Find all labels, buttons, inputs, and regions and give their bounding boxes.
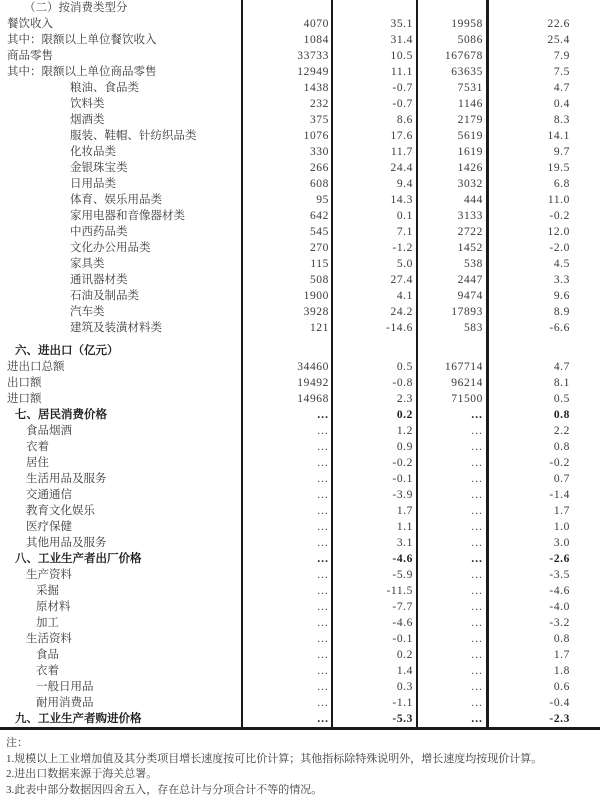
row-label: 采掘: [36, 585, 59, 597]
table-row: [0, 288, 600, 304]
row-label: 生产资料: [26, 569, 72, 581]
table-row: [0, 64, 600, 80]
value-cell: -7.7: [392, 601, 413, 613]
value-cell: 31.4: [390, 34, 413, 46]
row-label: 家用电器和音像器材类: [70, 210, 185, 222]
value-cell: 0.7: [553, 473, 570, 485]
value-cell: 8.3: [553, 114, 570, 126]
value-cell: 6.8: [553, 178, 570, 190]
row-label: 烟酒类: [70, 114, 105, 126]
value-cell: …: [316, 617, 329, 629]
value-cell: 4.7: [553, 82, 570, 94]
value-cell: 3928: [303, 306, 329, 318]
table-row: [0, 551, 600, 567]
row-label: 六、进出口（亿元）: [15, 345, 119, 357]
value-cell: 2.2: [553, 425, 570, 437]
value-cell: 0.2: [396, 409, 413, 421]
value-cell: 0.6: [553, 681, 570, 693]
row-label: 衣着: [26, 441, 49, 453]
value-cell: …: [316, 697, 329, 709]
value-cell: …: [470, 457, 483, 469]
value-cell: …: [316, 473, 329, 485]
value-cell: 33733: [297, 50, 329, 62]
table-row: [0, 128, 600, 144]
row-label: 日用品类: [70, 178, 116, 190]
value-cell: -0.2: [392, 457, 413, 469]
value-cell: 115: [310, 258, 329, 270]
table-row: [0, 343, 600, 359]
column-divider-4: [486, 0, 489, 727]
value-cell: …: [470, 473, 483, 485]
value-cell: 1.7: [396, 505, 413, 517]
table-row: [0, 359, 600, 375]
value-cell: 508: [309, 274, 329, 286]
table-row: [0, 391, 600, 407]
row-label: 餐饮收入: [7, 18, 53, 30]
note-item-3: 3.此表中部分数据因四舍五入，存在总计与分项合计不等的情况。: [6, 783, 323, 796]
value-cell: …: [316, 489, 329, 501]
row-label: 耐用消费品: [36, 697, 94, 709]
value-cell: 330: [309, 146, 329, 158]
value-cell: -11.5: [386, 585, 413, 597]
value-cell: 34460: [297, 361, 329, 373]
value-cell: …: [470, 441, 483, 453]
value-cell: 5086: [457, 34, 483, 46]
value-cell: 1.2: [396, 425, 413, 437]
value-cell: …: [470, 617, 483, 629]
value-cell: -0.8: [392, 377, 413, 389]
value-cell: …: [470, 633, 483, 645]
value-cell: 2447: [457, 274, 483, 286]
value-cell: -4.0: [549, 601, 570, 613]
table-row: [0, 375, 600, 391]
value-cell: …: [316, 601, 329, 613]
value-cell: [418, 343, 488, 359]
value-cell: 2.3: [396, 393, 413, 405]
value-cell: …: [470, 537, 483, 549]
row-label: 其中：限额以上单位餐饮收入: [7, 34, 157, 46]
value-cell: 4.5: [553, 258, 570, 270]
row-label: 原材料: [36, 601, 71, 613]
row-label: 食品: [36, 649, 59, 661]
value-cell: 9.6: [553, 290, 570, 302]
value-cell: 19492: [297, 377, 329, 389]
table-row: [0, 0, 600, 16]
value-cell: 7.1: [396, 226, 413, 238]
value-cell: 7.9: [553, 50, 570, 62]
value-cell: -2.3: [549, 713, 570, 725]
value-cell: 167714: [444, 361, 483, 373]
value-cell: 12949: [297, 66, 329, 78]
value-cell: 0.8: [553, 441, 570, 453]
table-row: [0, 455, 600, 471]
value-cell: 1.8: [553, 665, 570, 677]
value-cell: …: [470, 553, 483, 565]
value-cell: 14.1: [547, 130, 570, 142]
value-cell: 24.4: [390, 162, 413, 174]
column-divider-3: [416, 0, 418, 727]
value-cell: 24.2: [390, 306, 413, 318]
value-cell: 7.5: [553, 66, 570, 78]
row-label: 服装、鞋帽、针纺织品类: [70, 130, 197, 142]
value-cell: 27.4: [390, 274, 413, 286]
table-row: [0, 192, 600, 208]
row-label: 七、居民消费价格: [15, 409, 107, 421]
value-cell: -6.6: [549, 322, 570, 334]
value-cell: …: [316, 521, 329, 533]
value-cell: 1.0: [553, 521, 570, 533]
value-cell: 545: [309, 226, 329, 238]
value-cell: 1084: [303, 34, 329, 46]
value-cell: …: [316, 569, 329, 581]
value-cell: 19958: [451, 18, 483, 30]
value-cell: 22.6: [547, 18, 570, 30]
row-label: 食品烟酒: [26, 425, 72, 437]
value-cell: [333, 343, 418, 359]
table-row: [0, 647, 600, 663]
value-cell: 1426: [457, 162, 483, 174]
row-label: 进出口总额: [7, 361, 65, 373]
value-cell: -1.1: [392, 697, 413, 709]
value-cell: 10.5: [390, 50, 413, 62]
table-row: [0, 631, 600, 647]
value-cell: 8.6: [396, 114, 413, 126]
row-label: 石油及制品类: [70, 290, 139, 302]
row-label: 其中：限额以上单位商品零售: [7, 66, 157, 78]
value-cell: …: [470, 521, 483, 533]
value-cell: 8.1: [553, 377, 570, 389]
value-cell: …: [316, 553, 329, 565]
value-cell: 375: [309, 114, 329, 126]
value-cell: [242, 0, 333, 16]
table-row: [0, 224, 600, 240]
value-cell: 3133: [457, 210, 483, 222]
value-cell: 0.4: [553, 98, 570, 110]
value-cell: 270: [309, 242, 329, 254]
value-cell: 4070: [303, 18, 329, 30]
table-row: [0, 80, 600, 96]
row-label: 建筑及装潢材料类: [70, 322, 162, 334]
value-cell: 1076: [303, 130, 329, 142]
value-cell: …: [316, 585, 329, 597]
value-cell: …: [316, 649, 329, 661]
row-label: 粮油、食品类: [70, 82, 139, 94]
notes-heading: 注：: [6, 737, 28, 749]
row-label: 教育文化娱乐: [26, 505, 95, 517]
table-row: [0, 711, 600, 727]
row-label: 汽车类: [70, 306, 105, 318]
value-cell: -4.6: [549, 585, 570, 597]
value-cell: 1.7: [553, 649, 570, 661]
table-row: [0, 519, 600, 535]
table-row: [0, 583, 600, 599]
value-cell: 12.0: [547, 226, 570, 238]
row-label: 生活资料: [26, 633, 72, 645]
value-cell: 608: [309, 178, 329, 190]
value-cell: 0.1: [396, 210, 413, 222]
value-cell: 0.2: [396, 649, 413, 661]
value-cell: …: [470, 425, 483, 437]
value-cell: 583: [463, 322, 483, 334]
value-cell: 14.3: [390, 194, 413, 206]
value-cell: 9.7: [553, 146, 570, 158]
row-label: 家具类: [70, 258, 105, 270]
value-cell: …: [470, 665, 483, 677]
table-row: [0, 439, 600, 455]
table-row: [0, 176, 600, 192]
row-label: 居住: [26, 457, 49, 469]
value-cell: 2722: [457, 226, 483, 238]
value-cell: 71500: [451, 393, 483, 405]
value-cell: [488, 0, 600, 16]
table-row: [0, 304, 600, 320]
value-cell: 1.4: [396, 665, 413, 677]
row-label: 加工: [36, 617, 59, 629]
row-label: 通讯器材类: [70, 274, 128, 286]
value-cell: …: [316, 441, 329, 453]
table-row: [0, 471, 600, 487]
value-cell: …: [316, 505, 329, 517]
value-cell: …: [470, 409, 483, 421]
value-cell: 0.3: [396, 681, 413, 693]
table-row: [0, 256, 600, 272]
value-cell: 17.6: [390, 130, 413, 142]
row-label: （二）按消费类型分: [24, 2, 128, 14]
value-cell: 63635: [451, 66, 483, 78]
value-cell: [333, 0, 418, 16]
table-row: [0, 272, 600, 288]
table-row: [0, 599, 600, 615]
value-cell: 1452: [457, 242, 483, 254]
table-row: [0, 679, 600, 695]
value-cell: …: [316, 409, 329, 421]
table-row: [0, 503, 600, 519]
value-cell: -1.2: [392, 242, 413, 254]
value-cell: 35.1: [390, 18, 413, 30]
row-label: 中西药品类: [70, 226, 128, 238]
value-cell: 0.5: [553, 393, 570, 405]
value-cell: 9.4: [396, 178, 413, 190]
row-label: 九、工业生产者购进价格: [15, 713, 142, 725]
row-label: 化妆品类: [70, 146, 116, 158]
table-row: [0, 144, 600, 160]
value-cell: -4.6: [392, 553, 413, 565]
value-cell: 0.9: [396, 441, 413, 453]
value-cell: 5619: [457, 130, 483, 142]
value-cell: 3.0: [553, 537, 570, 549]
value-cell: -0.2: [549, 210, 570, 222]
value-cell: 1.1: [396, 521, 413, 533]
note-item-1: 1.规模以上工业增加值及其分类项目增长速度按可比价计算；其他指标除特殊说明外，增长速度均按现价计算。: [6, 752, 543, 765]
value-cell: …: [316, 681, 329, 693]
value-cell: 1619: [457, 146, 483, 158]
value-cell: 232: [309, 98, 329, 110]
value-cell: 0.5: [396, 361, 413, 373]
value-cell: …: [470, 585, 483, 597]
table-row: [0, 32, 600, 48]
table-row: [0, 240, 600, 256]
value-cell: 11.1: [390, 66, 413, 78]
row-label: 生活用品及服务: [26, 473, 107, 485]
value-cell: …: [316, 425, 329, 437]
value-cell: -0.7: [392, 98, 413, 110]
value-cell: …: [316, 633, 329, 645]
value-cell: …: [470, 601, 483, 613]
value-cell: 3.3: [553, 274, 570, 286]
value-cell: 3.1: [396, 537, 413, 549]
row-label: 体育、娱乐用品类: [70, 194, 162, 206]
value-cell: -14.6: [386, 322, 413, 334]
value-cell: -3.2: [549, 617, 570, 629]
row-label: 衣着: [36, 665, 59, 677]
value-cell: 121: [309, 322, 329, 334]
value-cell: …: [470, 697, 483, 709]
value-cell: …: [316, 713, 329, 725]
value-cell: 96214: [451, 377, 483, 389]
table-row: [0, 535, 600, 551]
table-row: [0, 407, 600, 423]
table-row: [0, 320, 600, 336]
value-cell: 95: [316, 194, 329, 206]
value-cell: 8.9: [553, 306, 570, 318]
table-row: [0, 160, 600, 176]
value-cell: 1.7: [553, 505, 570, 517]
value-cell: -5.3: [392, 713, 413, 725]
value-cell: -0.1: [392, 473, 413, 485]
value-cell: …: [470, 649, 483, 661]
row-label: 交通通信: [26, 489, 72, 501]
value-cell: 167678: [444, 50, 483, 62]
row-label: 出口额: [7, 377, 42, 389]
value-cell: -0.1: [392, 633, 413, 645]
value-cell: …: [316, 457, 329, 469]
row-label: 金银珠宝类: [70, 162, 128, 174]
row-label: 进口额: [7, 393, 42, 405]
note-item-2: 2.进出口数据来源于海关总署。: [6, 768, 158, 780]
table-row: [0, 208, 600, 224]
value-cell: 7531: [457, 82, 483, 94]
value-cell: 14968: [297, 393, 329, 405]
table-notes: [0, 736, 600, 798]
value-cell: 19.5: [547, 162, 570, 174]
row-label: 一般日用品: [36, 681, 94, 693]
value-cell: 1438: [303, 82, 329, 94]
row-label: 医疗保健: [26, 521, 72, 533]
row-label: 其他用品及服务: [26, 537, 107, 549]
table-row: [0, 615, 600, 631]
value-cell: -2.0: [549, 242, 570, 254]
table-row: [0, 487, 600, 503]
value-cell: -2.6: [549, 553, 570, 565]
table-row: [0, 112, 600, 128]
value-cell: -3.9: [392, 489, 413, 501]
value-cell: 444: [463, 194, 483, 206]
value-cell: [242, 343, 333, 359]
value-cell: 642: [309, 210, 329, 222]
value-cell: -0.7: [392, 82, 413, 94]
table-row: [0, 567, 600, 583]
value-cell: 538: [463, 258, 483, 270]
value-cell: 5.0: [396, 258, 413, 270]
table-row: [0, 16, 600, 32]
value-cell: …: [470, 569, 483, 581]
table-row: [0, 48, 600, 64]
value-cell: [488, 343, 600, 359]
value-cell: 1146: [458, 98, 483, 110]
value-cell: …: [470, 713, 483, 725]
value-cell: 11.7: [390, 146, 413, 158]
row-label: 文化办公用品类: [70, 242, 151, 254]
value-cell: -3.5: [549, 569, 570, 581]
value-cell: 25.4: [547, 34, 570, 46]
row-label: 饮料类: [70, 98, 105, 110]
row-label: 商品零售: [7, 50, 53, 62]
column-divider-2: [331, 0, 333, 727]
value-cell: …: [470, 489, 483, 501]
value-cell: -0.4: [549, 697, 570, 709]
value-cell: 9474: [457, 290, 483, 302]
value-cell: …: [470, 505, 483, 517]
value-cell: …: [470, 681, 483, 693]
value-cell: -0.2: [549, 457, 570, 469]
value-cell: 266: [309, 162, 329, 174]
value-cell: 0.8: [553, 633, 570, 645]
value-cell: …: [316, 665, 329, 677]
value-cell: 1900: [303, 290, 329, 302]
value-cell: 3032: [457, 178, 483, 190]
column-divider-1: [241, 0, 243, 727]
table-row: [0, 695, 600, 711]
value-cell: 2179: [457, 114, 483, 126]
row-label: 八、工业生产者出厂价格: [15, 553, 142, 565]
value-cell: [418, 0, 488, 16]
value-cell: 0.8: [553, 409, 570, 421]
value-cell: 4.1: [396, 290, 413, 302]
value-cell: -1.4: [549, 489, 570, 501]
table-row: [0, 663, 600, 679]
value-cell: 17893: [451, 306, 483, 318]
value-cell: -5.9: [392, 569, 413, 581]
value-cell: 11.0: [547, 194, 570, 206]
table-row: [0, 96, 600, 112]
table-row: [0, 423, 600, 439]
value-cell: 4.7: [553, 361, 570, 373]
value-cell: -4.6: [392, 617, 413, 629]
value-cell: …: [316, 537, 329, 549]
